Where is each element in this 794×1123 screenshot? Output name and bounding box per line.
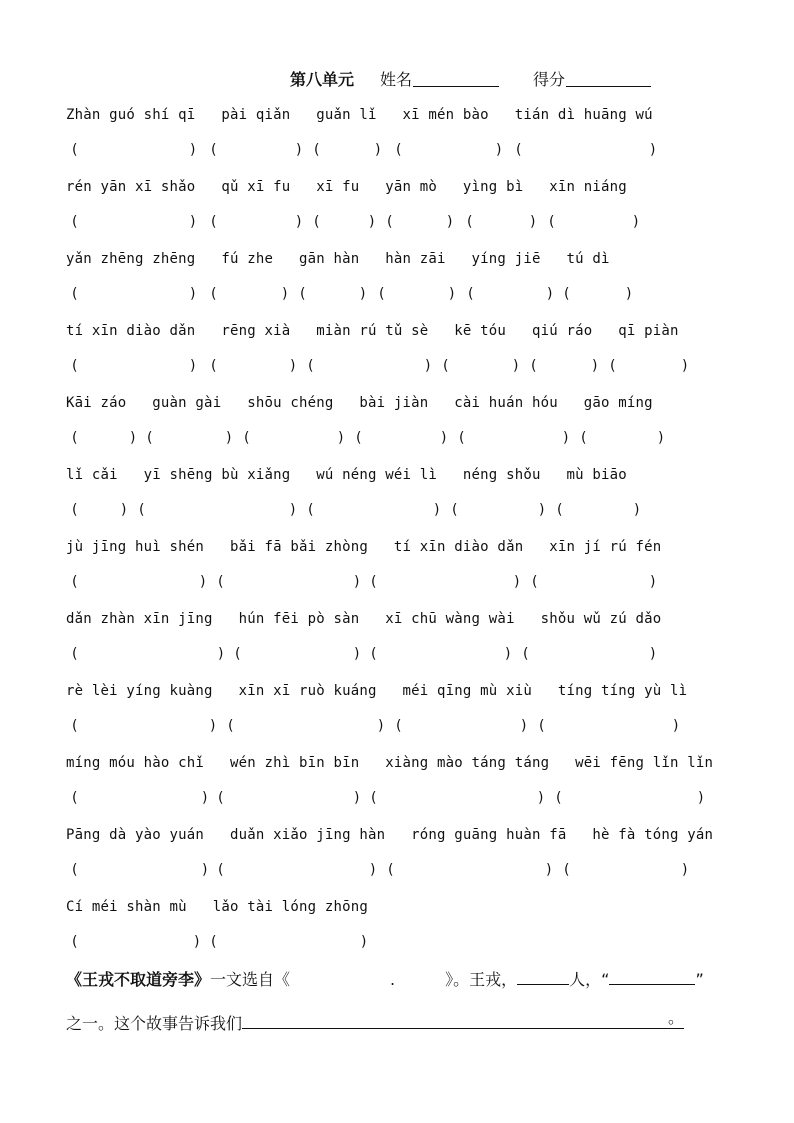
- answer-blank-close: ): [354, 574, 360, 590]
- question-text-a: 一文选自《: [210, 970, 291, 989]
- answer-blank-close: ): [190, 214, 196, 230]
- answer-blank-open[interactable]: (: [147, 430, 153, 446]
- answer-blank-open[interactable]: (: [72, 358, 78, 374]
- answer-blank-open[interactable]: (: [549, 214, 555, 230]
- answer-blank-open[interactable]: (: [539, 718, 545, 734]
- answer-blank-open[interactable]: (: [72, 790, 78, 806]
- answer-blank-open[interactable]: (: [379, 286, 385, 302]
- answer-blank-open[interactable]: (: [356, 430, 362, 446]
- answer-blank-close: ): [378, 718, 384, 734]
- answer-blank-open[interactable]: (: [72, 862, 78, 878]
- answer-blank-close: ): [282, 286, 288, 302]
- answer-blank-open[interactable]: (: [371, 790, 377, 806]
- answer-blank-open[interactable]: (: [228, 718, 234, 734]
- answer-blank-open[interactable]: (: [211, 358, 217, 374]
- answer-blank-open[interactable]: (: [396, 718, 402, 734]
- answer-blank-close: ): [375, 142, 381, 158]
- answer-blank-open[interactable]: (: [468, 286, 474, 302]
- answer-blank-close: ): [434, 502, 440, 518]
- answer-blank-close: ): [226, 430, 232, 446]
- answer-blank-close: ): [296, 214, 302, 230]
- blank-title[interactable]: [609, 984, 695, 985]
- pinyin-row: yǎn zhēng zhēng fú zhe gān hàn hàn zāi yíng jiē tú dì: [66, 251, 610, 267]
- name-field[interactable]: [413, 86, 499, 87]
- answer-blank-close: ): [505, 646, 511, 662]
- score-label: 得分: [533, 70, 566, 89]
- answer-blank-open[interactable]: (: [556, 790, 562, 806]
- answer-blank-open[interactable]: (: [532, 574, 538, 590]
- answer-blank-close: ): [369, 214, 375, 230]
- answer-blank-close: ): [354, 790, 360, 806]
- story-title: 《王戎不取道旁李》: [66, 970, 211, 989]
- answer-blank-close: ): [634, 502, 640, 518]
- answer-blank-open[interactable]: (: [211, 286, 217, 302]
- answer-blank-open[interactable]: (: [218, 862, 224, 878]
- answer-blank-open[interactable]: (: [557, 502, 563, 518]
- question-text-c: 人，“: [569, 970, 610, 989]
- answer-blank-close: ): [650, 142, 656, 158]
- answer-blank-open[interactable]: (: [308, 358, 314, 374]
- answer-blank-open[interactable]: (: [531, 358, 537, 374]
- pinyin-row: rén yān xī shǎo qǔ xī fu xī fu yān mò yìng bì xīn niáng: [66, 179, 627, 195]
- answer-blank-close: ): [530, 214, 536, 230]
- answer-blank-close: ): [538, 790, 544, 806]
- answer-blank-open[interactable]: (: [459, 430, 465, 446]
- answer-blank-close: ): [202, 862, 208, 878]
- answer-blank-open[interactable]: (: [300, 286, 306, 302]
- answer-blank-close: ): [338, 430, 344, 446]
- answer-blank-close: ): [514, 574, 520, 590]
- answer-blank-open[interactable]: (: [211, 142, 217, 158]
- unit-title: 第八单元: [290, 70, 355, 89]
- question-line2-text: 之一。这个故事告诉我们: [66, 1014, 243, 1033]
- answer-blank-open[interactable]: (: [72, 934, 78, 950]
- answer-blank-open[interactable]: (: [72, 214, 78, 230]
- answer-blank-open[interactable]: (: [72, 286, 78, 302]
- answer-blank-open[interactable]: (: [218, 574, 224, 590]
- answer-blank-open[interactable]: (: [564, 862, 570, 878]
- answer-blank-close: ): [121, 502, 127, 518]
- answer-blank-close: ): [441, 430, 447, 446]
- pinyin-row: míng móu hào chǐ wén zhì bīn bīn xiàng mào táng táng wēi fēng lǐn lǐn: [66, 755, 714, 771]
- answer-blank-close: ): [354, 646, 360, 662]
- answer-blank-close: ): [658, 430, 664, 446]
- answer-blank-open[interactable]: (: [371, 646, 377, 662]
- answer-blank-close: ): [447, 214, 453, 230]
- answer-blank-open[interactable]: (: [72, 574, 78, 590]
- answer-blank-close: ): [190, 358, 196, 374]
- answer-blank-open[interactable]: (: [371, 574, 377, 590]
- answer-blank-close: ): [194, 934, 200, 950]
- question-line2-end: 。: [668, 1008, 685, 1027]
- answer-blank-open[interactable]: (: [72, 502, 78, 518]
- answer-blank-close: ): [130, 430, 136, 446]
- answer-blank-close: ): [190, 286, 196, 302]
- question-line-2: [66, 1005, 684, 1034]
- answer-blank-open[interactable]: (: [244, 430, 250, 446]
- answer-blank-open[interactable]: (: [235, 646, 241, 662]
- answer-blank-open[interactable]: (: [388, 862, 394, 878]
- answer-blank-close: ): [425, 358, 431, 374]
- pinyin-row: Pāng dà yào yuán duǎn xiǎo jīng hàn róng guāng huàn fā hè fà tóng yán: [66, 827, 714, 843]
- answer-blank-open[interactable]: (: [139, 502, 145, 518]
- answer-blank-open[interactable]: (: [211, 214, 217, 230]
- answer-blank-open[interactable]: (: [211, 934, 217, 950]
- answer-blank-close: ): [290, 502, 296, 518]
- answer-blank-close: ): [563, 430, 569, 446]
- answer-blank-close: ): [547, 286, 553, 302]
- answer-blank-close: ): [698, 790, 704, 806]
- pinyin-row: Cí méi shàn mù lǎo tài lóng zhōng: [66, 899, 369, 915]
- answer-blank-close: ): [633, 214, 639, 230]
- answer-blank-open[interactable]: (: [72, 142, 78, 158]
- answer-blank-close: ): [200, 574, 206, 590]
- answer-blank-close: ): [210, 718, 216, 734]
- answer-blank-close: ): [449, 286, 455, 302]
- question-line-1: [66, 967, 704, 990]
- answer-blank-open[interactable]: (: [516, 142, 522, 158]
- question-text-d: ”: [695, 970, 704, 989]
- answer-blank-open[interactable]: (: [308, 502, 314, 518]
- blank-lesson[interactable]: [242, 1005, 684, 1029]
- answer-blank-close: ): [202, 790, 208, 806]
- answer-blank-open[interactable]: (: [314, 142, 320, 158]
- answer-blank-close: ): [496, 142, 502, 158]
- question-text-b: 》。王戎，: [445, 970, 518, 989]
- answer-blank-close: ): [546, 862, 552, 878]
- answer-blank-open[interactable]: (: [72, 430, 78, 446]
- answer-blank-close: ): [682, 358, 688, 374]
- answer-blank-close: ): [370, 862, 376, 878]
- answer-blank-open[interactable]: (: [523, 646, 529, 662]
- answer-blank-close: ): [592, 358, 598, 374]
- worksheet-header: [0, 67, 794, 91]
- answer-blank-close: ): [626, 286, 632, 302]
- answer-blank-close: ): [682, 862, 688, 878]
- answer-blank-close: ): [650, 646, 656, 662]
- answer-blank-open[interactable]: (: [387, 214, 393, 230]
- answer-blank-close: ): [513, 358, 519, 374]
- answer-blank-open[interactable]: (: [396, 142, 402, 158]
- answer-blank-close: ): [218, 646, 224, 662]
- pinyin-row: lǐ cǎi yī shēng bù xiǎng wú néng wéi lì néng shǒu mù biāo: [66, 467, 627, 483]
- pinyin-row: jù jīng huì shén bǎi fā bǎi zhòng tí xīn diào dǎn xīn jí rú fén: [66, 539, 662, 555]
- answer-blank-open[interactable]: (: [581, 430, 587, 446]
- answer-blank-close: ): [190, 142, 196, 158]
- answer-blank-open[interactable]: (: [610, 358, 616, 374]
- answer-blank-open[interactable]: (: [218, 790, 224, 806]
- pinyin-row: Kāi záo guàn gài shōu chéng bài jiàn cài huán hóu gāo míng: [66, 395, 653, 411]
- answer-blank-close: ): [521, 718, 527, 734]
- answer-blank-open[interactable]: (: [467, 214, 473, 230]
- blank-origin[interactable]: [517, 984, 569, 985]
- answer-blank-open[interactable]: (: [564, 286, 570, 302]
- answer-blank-close: ): [290, 358, 296, 374]
- pinyin-row: rè lèi yíng kuàng xīn xī ruò kuáng méi qīng mù xiù tíng tíng yù lì: [66, 683, 688, 699]
- answer-blank-open[interactable]: (: [72, 646, 78, 662]
- answer-blank-close: ): [361, 934, 367, 950]
- answer-blank-close: ): [539, 502, 545, 518]
- answer-blank-open[interactable]: (: [72, 718, 78, 734]
- answer-blank-open[interactable]: (: [314, 214, 320, 230]
- answer-blank-close: ): [296, 142, 302, 158]
- name-label: 姓名: [380, 70, 413, 89]
- question-dot: .: [390, 970, 396, 989]
- score-field[interactable]: [566, 86, 651, 87]
- answer-blank-close: ): [360, 286, 366, 302]
- answer-blank-open[interactable]: (: [443, 358, 449, 374]
- answer-blank-open[interactable]: (: [452, 502, 458, 518]
- answer-blank-close: ): [650, 574, 656, 590]
- pinyin-row: dǎn zhàn xīn jīng hún fēi pò sàn xī chū wàng wài shǒu wǔ zú dǎo: [66, 611, 662, 627]
- answer-blank-close: ): [673, 718, 679, 734]
- pinyin-row: Zhàn guó shí qī pài qiǎn guǎn lǐ xī mén bào tián dì huāng wú: [66, 107, 653, 123]
- pinyin-row: tí xīn diào dǎn rēng xià miàn rú tǔ sè kē tóu qiú ráo qī piàn: [66, 323, 679, 339]
